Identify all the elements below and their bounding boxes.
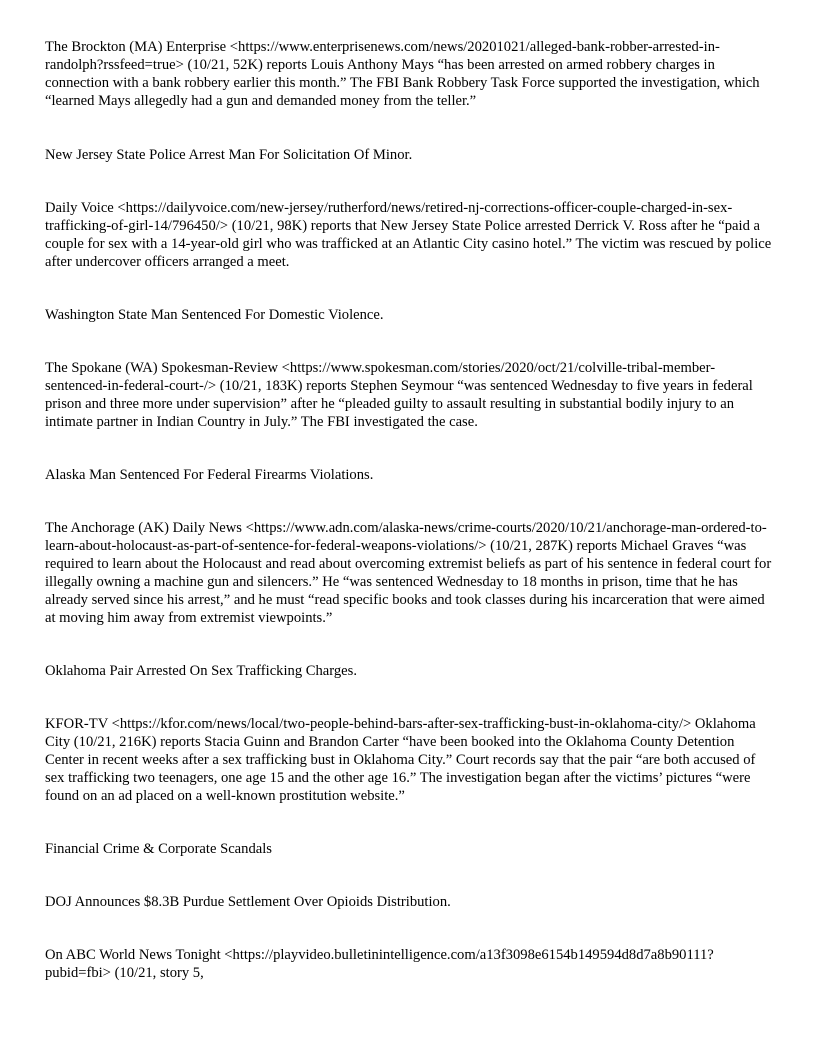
article-heading-doj-purdue: DOJ Announces $8.3B Purdue Settlement Over Opioids Distribution. bbox=[45, 894, 451, 910]
article-paragraph-spokesman-review: The Spokane (WA) Spokesman-Review <https://www.spokesman.com/stories/2020/oct/21/colville-tribal-member-sentenced-in-federal-court-/> (10/21, 183K) reports Stephen Seymour “was sentenced Wednesday to five years in federal prison and three more under supervision” after he “pleaded guilty to assault resulting in substantial bodily injury to an intimate partner in Indian Country in July.” The FBI investigated the case. bbox=[45, 360, 753, 430]
article-heading-washington: Washington State Man Sentenced For Domestic Violence. bbox=[45, 307, 384, 323]
article-paragraph-daily-voice: Daily Voice <https://dailyvoice.com/new-jersey/rutherford/news/retired-nj-corrections-officer-couple-charged-in-sex-trafficking-of-girl-14/796450/> (10/21, 98K) reports that New Jersey State Police arrested Derrick V. Ross after he “paid a couple for sex with a 14-year-old girl who was trafficked at an Atlantic City casino hotel.” The victim was rescued by police after undercover officers arranged a meet. bbox=[45, 200, 772, 270]
section-heading-financial-crime: Financial Crime & Corporate Scandals bbox=[45, 841, 272, 857]
article-heading-new-jersey: New Jersey State Police Arrest Man For Solicitation Of Minor. bbox=[45, 147, 413, 163]
article-paragraph-kfor-tv: KFOR-TV <https://kfor.com/news/local/two-people-behind-bars-after-sex-trafficking-bust-in-oklahoma-city/> Oklahoma City (10/21, 216K) reports Stacia Guinn and Brandon Carter “have been booked into the Oklahoma County Detention Center in recent weeks after a sex trafficking bust in Oklahoma City.” Court records say that the pair “are both accused of sex trafficking two teenagers, one age 15 and the other age 16.” The investigation began after the victims’ pictures “were found on an ad placed on a well-known prostitution website.” bbox=[45, 716, 756, 804]
article-heading-alaska: Alaska Man Sentenced For Federal Firearms Violations. bbox=[45, 467, 374, 483]
document-page bbox=[45, 38, 773, 982]
article-paragraph-abc-world-news: On ABC World News Tonight <https://playvideo.bulletinintelligence.com/a13f3098e6154b149594d8d7a8b90111?pubid=fbi> (10/21, story 5, bbox=[45, 947, 714, 981]
article-paragraph-brockton-enterprise: The Brockton (MA) Enterprise <https://www.enterprisenews.com/news/20201021/alleged-bank-robber-arrested-in-randolph?rssfeed=true> (10/21, 52K) reports Louis Anthony Mays “has been arrested on armed robbery charges in connection with a bank robbery earlier this month.” The FBI Bank Robbery Task Force supported the investigation, which “learned Mays allegedly had a gun and demanded money from the teller.” bbox=[45, 39, 760, 109]
article-heading-oklahoma: Oklahoma Pair Arrested On Sex Trafficking Charges. bbox=[45, 663, 357, 679]
article-paragraph-anchorage-daily-news: The Anchorage (AK) Daily News <https://www.adn.com/alaska-news/crime-courts/2020/10/21/anchorage-man-ordered-to-learn-about-holocaust-as-part-of-sentence-for-federal-weapons-violations/> (10/21, 287K) reports Michael Graves “was required to learn about the Holocaust and read about overcoming extremist beliefs as part of his sentence in federal court for illegally owning a machine gun and silencers.” He “was sentenced Wednesday to 18 months in prison, time that he has already served since his arrest,” and he must “read specific books and took classes during his incarceration that were aimed at moving him away from extremist viewpoints.” bbox=[45, 520, 772, 626]
